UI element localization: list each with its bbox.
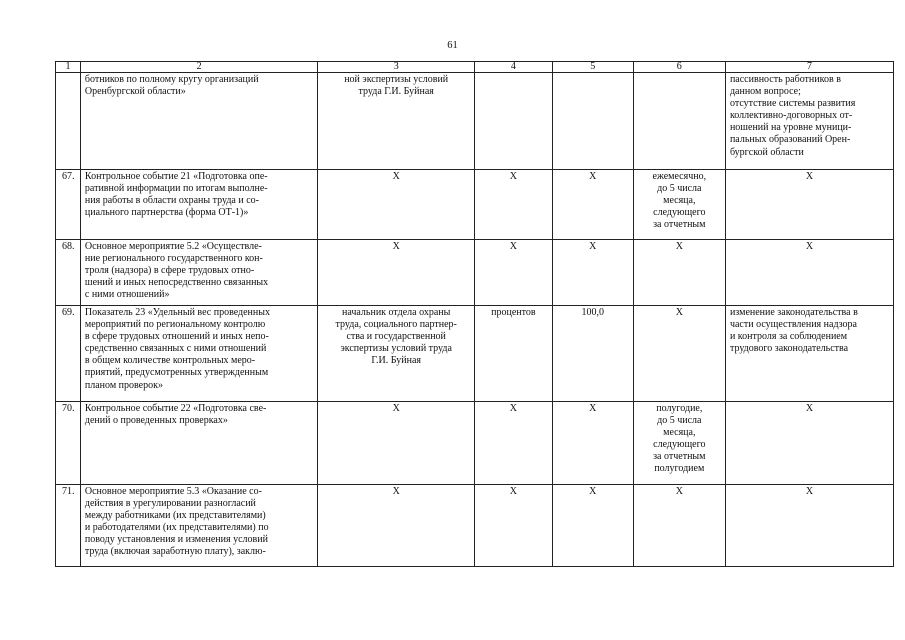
event-name: Показатель 23 «Удельный вес проведенных мероприятий по региональному контролю в сфере трудовых отношений и иных непо- средственно связанных с ними отношений в общем количестве контрольных меро- приятий, предусмотренных утвержденным планом проверок»	[80, 306, 318, 402]
page-number: 61	[447, 40, 458, 51]
risks-cell: изменение законодательства в части осуществления надзора и контроля за соблюдением трудового законодательства	[725, 306, 893, 402]
responsible-person: начальник отдела охраны труда, социального партнер- ства и государственной экспертизы условий труда Г.И. Буйная	[318, 306, 475, 402]
risks-cell: X	[725, 485, 893, 567]
value-cell: X	[552, 240, 633, 306]
event-name: Контрольное событие 21 «Подготовка опе- ративной информации по итогам выполне- ния работы в области охраны труда и со- циального партнерства (форма ОТ-1)»	[80, 170, 318, 240]
term-cell	[633, 73, 725, 170]
event-name: Контрольное событие 22 «Подготовка све- дений о проведенных проверках»	[80, 402, 318, 485]
value-cell: X	[552, 170, 633, 240]
table-row	[56, 306, 894, 402]
value-cell: X	[552, 485, 633, 567]
value-cell: X	[552, 402, 633, 485]
responsible-person: X	[318, 240, 475, 306]
unit-cell: X	[474, 485, 552, 567]
responsible-person: X	[318, 402, 475, 485]
term-cell: ежемесячно, до 5 числа месяца, следующего за отчетным	[633, 170, 725, 240]
table-row	[56, 485, 894, 567]
risks-cell: X	[725, 402, 893, 485]
unit-cell	[474, 73, 552, 170]
column-header-6: 6	[633, 62, 725, 73]
program-table	[55, 61, 894, 567]
risks-cell: X	[725, 170, 893, 240]
row-number	[56, 73, 81, 170]
column-header-2: 2	[80, 62, 318, 73]
unit-cell: процентов	[474, 306, 552, 402]
table-row	[56, 170, 894, 240]
unit-cell: X	[474, 402, 552, 485]
row-number: 70.	[56, 402, 81, 485]
term-cell: X	[633, 306, 725, 402]
table-row	[56, 73, 894, 170]
column-header-1: 1	[56, 62, 81, 73]
responsible-person: ной экспертизы условий труда Г.И. Буйная	[318, 73, 475, 170]
column-header-7: 7	[725, 62, 893, 73]
event-name: ботников по полному кругу организаций Оренбургской области»	[80, 73, 318, 170]
risks-cell: пассивность работников в данном вопросе; отсутствие системы развития коллективно-договорных от- ношений на уровне муници- пальных образований Орен- бургской области	[725, 73, 893, 170]
column-header-5: 5	[552, 62, 633, 73]
event-name: Основное мероприятие 5.3 «Оказание со- действия в урегулировании разногласий между работниками (их представителями) и работодателями (их представителями) по поводу установления и изменения условий труда (включая заработную плату), заклю-	[80, 485, 318, 567]
table-row	[56, 402, 894, 485]
row-number: 67.	[56, 170, 81, 240]
row-number: 69.	[56, 306, 81, 402]
unit-cell: X	[474, 240, 552, 306]
term-cell: X	[633, 485, 725, 567]
row-number: 68.	[56, 240, 81, 306]
value-cell: 100,0	[552, 306, 633, 402]
term-cell: X	[633, 240, 725, 306]
event-name: Основное мероприятие 5.2 «Осуществле- ние регионального государственного кон- троля (надзора) в сфере трудовых отно- шений и иных непосредственно связанных с ними отношений»	[80, 240, 318, 306]
column-header-3: 3	[318, 62, 475, 73]
unit-cell: X	[474, 170, 552, 240]
table-row	[56, 240, 894, 306]
value-cell	[552, 73, 633, 170]
term-cell: полугодие, до 5 числа месяца, следующего за отчетным полугодием	[633, 402, 725, 485]
column-header-4: 4	[474, 62, 552, 73]
risks-cell: X	[725, 240, 893, 306]
responsible-person: X	[318, 485, 475, 567]
responsible-person: X	[318, 170, 475, 240]
row-number: 71.	[56, 485, 81, 567]
header-row	[56, 62, 894, 73]
